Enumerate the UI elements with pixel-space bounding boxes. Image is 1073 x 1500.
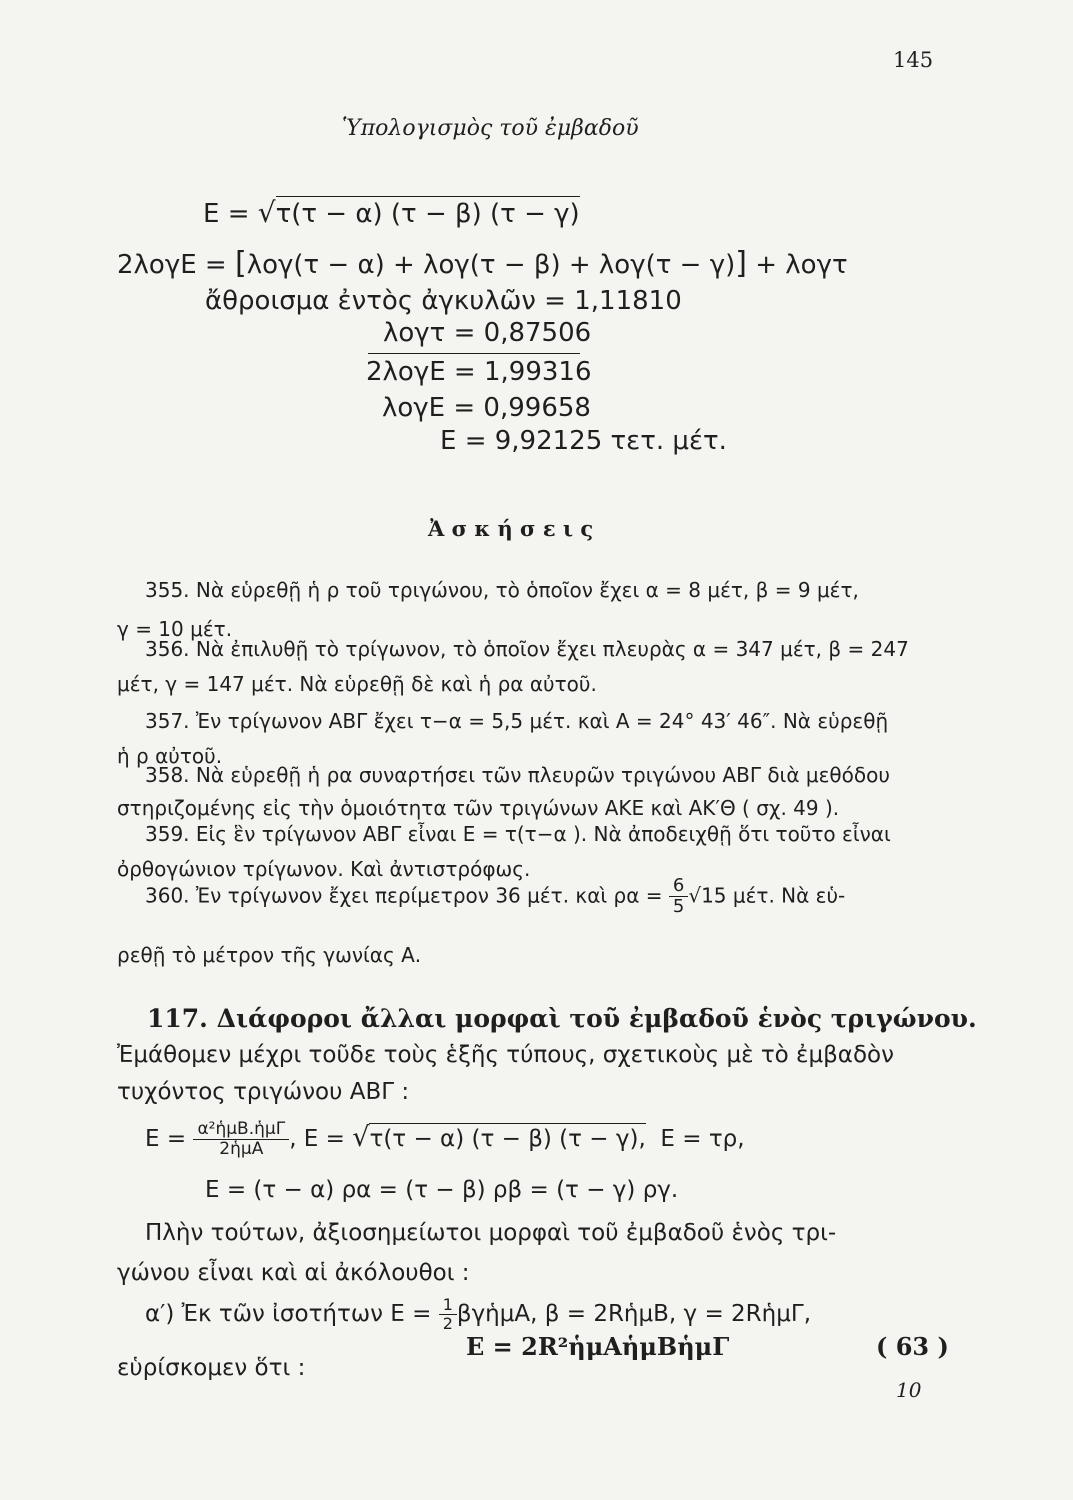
sine-fraction-numerator: α²ἡμΒ.ἡμΓ [193, 1120, 289, 1140]
section-117-para4: εὑρίσκομεν ὅτι : [117, 1355, 306, 1381]
fraction-numerator: 6 [669, 876, 688, 897]
page-number: 145 [893, 48, 934, 72]
exercise-359: 359. Εἰς ἓν τρίγωνον ΑΒΓ εἶναι Ε = τ(τ−α ). Νὰ ἀποδειχθῇ ὅτι τοῦτο εἶναι [145, 822, 891, 846]
exercise-355: 355. Νὰ εὑρεθῇ ἡ ρ τοῦ τριγώνου, τὸ ὁποῖον ἔχει α = 8 μέτ, β = 9 μέτ, [145, 578, 859, 602]
fraction-6-5 [669, 876, 688, 917]
section-117-para1-cont: τυχόντος τριγώνου ΑΒΓ : [117, 1079, 410, 1105]
fraction-numerator: 1 [439, 1296, 457, 1315]
log-formula-bracket: λογ(τ − α) + λογ(τ − β) + λογ(τ − γ) [246, 250, 736, 280]
formula-e-tr: E = τρ, [660, 1126, 745, 1153]
exercise-360-cont: ρεθῇ τὸ μέτρον τῆς γωνίας Α. [117, 943, 422, 967]
section-117-para3 [145, 1296, 811, 1333]
bracket-sum-line: ἄθροισμα ἐντὸς ἀγκυλῶν = 1,11810 [205, 286, 682, 316]
section-117-title: 117. Διάφοροι ἄλλαι μορφαὶ τοῦ ἐμβαδοῦ ἑνὸς τριγώνου. [147, 1004, 977, 1033]
section-117-para2: Πλὴν τούτων, ἀξιοσημείωτοι μορφαὶ τοῦ ἐμβαδοῦ ἑνὸς τρι- [145, 1220, 837, 1246]
log-t-line: λογτ = 0,87506 [383, 318, 592, 348]
equation-number: ( 63 ) [876, 1332, 949, 1361]
exercise-358-cont: στηριζομένης εἰς τὴν ὁμοιότητα τῶν τριγώνων ΑΚΕ καὶ ΑΚ′Θ ( σχ. 49 ). [117, 796, 840, 820]
exercise-360-text: 360. Ἐν τρίγωνον ἔχει περίμετρον 36 μέτ. καὶ ρα = [145, 883, 669, 908]
section-117-para1: Ἐμάθομεν μέχρι τοῦδε τοὺς ἑξῆς τύπους, σχετικοὺς μὲ τὸ ἐμβαδὸν [117, 1042, 894, 1068]
exercises-heading: Ἀ σ κ ή σ ε ι ς [428, 516, 594, 541]
formula-e-prefix: E = [145, 1126, 194, 1153]
area-formula-prefix: E = [203, 199, 258, 229]
log-formula-line: 2λογE = [λογ(τ − α) + λογ(τ − β) + λογ(τ − γ)] + λογτ [117, 246, 848, 281]
exercise-359-cont: ὀρθογώνιον τρίγωνον. Καὶ ἀντιστρόφως. [117, 857, 531, 881]
exercise-360-root: 15 μέτ. Νὰ εὑ- [701, 883, 846, 908]
log-e-line: λογE = 0,99658 [382, 393, 591, 423]
log-formula-left: 2λογE = [117, 250, 235, 280]
area-formula-radicand: τ(τ − α) (τ − β) (τ − γ) [276, 196, 580, 229]
area-result-line: E = 9,92125 τετ. μέτ. [440, 426, 727, 456]
sqrt-icon: √ [352, 1122, 370, 1154]
exercise-356: 356. Νὰ ἐπιλυθῇ τὸ τρίγωνον, τὸ ὁποῖον ἔχει πλευρὰς α = 347 μέτ, β = 247 [145, 637, 909, 661]
sine-fraction [193, 1120, 289, 1159]
formula-row-2: E = (τ − α) ρα = (τ − β) ρβ = (τ − γ) ργ. [205, 1177, 679, 1203]
sqrt-icon: √ [257, 196, 276, 229]
exercise-357-cont: ἡ ρ αὐτοῦ. [117, 744, 223, 768]
formula-row-1 [145, 1120, 745, 1159]
sqrt-icon: √ [688, 883, 702, 908]
exercise-356-cont: μέτ, γ = 147 μέτ. Νὰ εὑρεθῇ δὲ καὶ ἡ ρα αὐτοῦ. [117, 672, 597, 696]
exercise-358: 358. Νὰ εὑρεθῇ ἡ ρα συναρτήσει τῶν πλευρῶν τριγώνου ΑΒΓ διὰ μεθόδου [145, 763, 890, 787]
formula-mid: , E = [289, 1126, 353, 1153]
fraction-1-2 [439, 1296, 457, 1333]
para3-prefix: α′) Ἐκ τῶν ἰσοτήτων Ε = [145, 1301, 439, 1327]
heron-radicand: τ(τ − α) (τ − β) (τ − γ), [369, 1123, 645, 1152]
section-heading: Ὑπολογισμὸς τοῦ ἐμβαδοῦ [342, 116, 639, 141]
para3-rest: βγἡμΑ, β = 2RἡμΒ, γ = 2RἡμΓ, [456, 1301, 811, 1327]
exercise-360 [145, 876, 845, 917]
section-117-para2-cont: γώνου εἶναι καὶ αἱ ἀκόλουθοι : [117, 1260, 470, 1286]
sine-fraction-denominator: 2ἡμΑ [219, 1138, 264, 1159]
footer-signature-mark: 10 [896, 1378, 922, 1402]
exercise-357: 357. Ἐν τρίγωνον ΑΒΓ ἔχει τ−α = 5,5 μέτ. καὶ Α = 24° 43′ 46″. Νὰ εὑρεθῇ [145, 709, 889, 733]
area-formula-line [203, 196, 580, 229]
two-log-e-line: 2λογE = 1,99316 [366, 357, 592, 387]
fraction-denominator: 2 [442, 1313, 453, 1333]
exercise-355-cont: γ = 10 μέτ. [117, 617, 233, 641]
formula-63: E = 2R²ἡμΑἡμΒἡμΓ [466, 1332, 730, 1361]
sum-rule [368, 353, 580, 354]
log-formula-right: + λογτ [755, 250, 848, 280]
fraction-denominator: 5 [672, 895, 685, 917]
